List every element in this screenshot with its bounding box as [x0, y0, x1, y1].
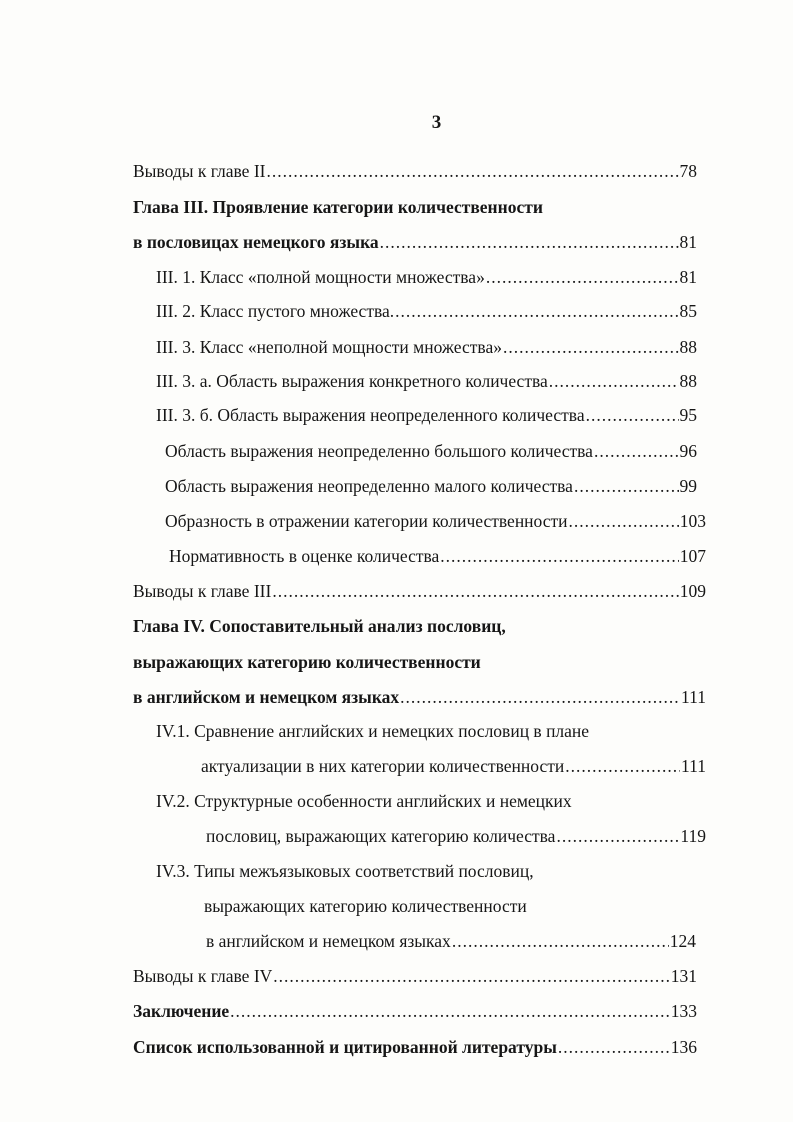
dot-leader	[574, 475, 679, 497]
toc-entry-s3-1	[156, 266, 697, 288]
toc-entry-title: Выводы к главе III	[133, 581, 272, 601]
dot-leader	[266, 160, 678, 182]
toc-entry-title: III. 3. а. Область выражения конкретного количества	[156, 371, 548, 391]
toc-entry-title: III. 3. Класс «неполной мощности множества»	[156, 337, 502, 357]
toc-entry-page: 136	[670, 1037, 697, 1057]
dot-leader	[503, 336, 679, 358]
toc-entry-title: Образность в отражении категории количественности	[165, 511, 568, 531]
toc-entry-s3-2	[156, 300, 697, 322]
s4-3-line3: в английском и немецком языках	[206, 931, 451, 951]
toc-entry-page: 133	[670, 1001, 697, 1021]
dot-leader	[230, 1000, 670, 1022]
toc-entry-page: 131	[670, 966, 697, 986]
chapter3-title-line1: Глава III. Проявление категории количественности	[133, 197, 543, 217]
toc-entry-page: 111	[681, 756, 706, 776]
toc-entry-title: III. 1. Класс «полной мощности множества»	[156, 267, 485, 287]
toc-entry-page: 88	[679, 371, 697, 391]
chapter4-title-line2: выражающих категорию количественности	[133, 652, 481, 672]
dot-leader	[452, 930, 669, 952]
dot-leader	[556, 825, 679, 847]
s4-3-line1: IV.3. Типы межъязыковых соответствий пословиц,	[156, 861, 534, 881]
toc-entry-title: III. 3. б. Область выражения неопределенного количества	[156, 405, 585, 425]
dot-leader	[549, 370, 679, 392]
toc-entry-page: 111	[681, 687, 706, 707]
page-number: 3	[431, 112, 442, 133]
toc-entry-sub-small	[165, 475, 697, 497]
dot-leader	[273, 965, 669, 987]
toc-entry-page: 124	[669, 931, 696, 951]
dot-leader	[380, 231, 679, 253]
dot-leader	[558, 1036, 670, 1058]
toc-entry-title: Выводы к главе IV	[133, 966, 273, 986]
toc-entry-page: 103	[679, 511, 706, 531]
dot-leader	[594, 440, 679, 462]
chapter4-title-line3: в английском и немецком языках	[133, 687, 400, 707]
toc-entry-bibliography	[133, 1036, 697, 1058]
toc-entry-s4-3	[206, 930, 696, 952]
s4-2-line1: IV.2. Структурные особенности английских и немецких	[156, 791, 572, 811]
dot-leader	[440, 545, 678, 567]
toc-entry-s4-2	[206, 825, 706, 847]
dot-leader	[395, 300, 678, 322]
toc-entry-s4-1	[201, 755, 706, 777]
toc-entry-page: 96	[679, 441, 697, 461]
dot-leader	[400, 686, 680, 708]
toc-entry-page: 109	[679, 581, 706, 601]
dot-leader	[569, 510, 679, 532]
toc-entry-page: 81	[679, 267, 697, 287]
dot-leader	[272, 580, 678, 602]
toc-entry-page: 85	[679, 301, 697, 321]
toc-entry-chapter4	[133, 686, 706, 708]
toc-entry-page: 78	[679, 161, 697, 181]
toc-entry-page: 119	[680, 826, 706, 846]
dot-leader	[565, 755, 680, 777]
toc-entry-page: 95	[679, 405, 697, 425]
toc-entry-sub-normative	[169, 545, 706, 567]
toc-entry-chapter3	[133, 231, 697, 253]
s4-2-line2: пословиц, выражающих категорию количества	[206, 826, 556, 846]
s4-1-line2: актуализации в них категории количественности	[201, 756, 565, 776]
toc-entry-s3-3a	[156, 370, 697, 392]
toc-entry-title: Область выражения неопределенно малого количества	[165, 476, 573, 496]
toc-entry-page: 107	[679, 546, 706, 566]
toc-entry-title: Нормативность в оценке количества	[169, 546, 440, 566]
toc-entry-s3-3	[156, 336, 697, 358]
toc-entry-conclusion	[133, 1000, 697, 1022]
toc-entry-title: Область выражения неопределенно большого количества	[165, 441, 593, 461]
toc-entry-conclusions-ch3	[133, 580, 706, 602]
toc-entry-title: Список использованной и цитированной литературы	[133, 1037, 557, 1057]
toc-entry-conclusions-ch2	[133, 160, 697, 182]
toc-entry-title: Выводы к главе II	[133, 161, 266, 181]
toc-entry-s3-3b	[156, 404, 697, 426]
toc-entry-page: 88	[679, 337, 697, 357]
chapter3-title-line2: в пословицах немецкого языка	[133, 232, 379, 252]
toc-entry-sub-large	[165, 440, 697, 462]
toc-entry-sub-figurative	[165, 510, 706, 532]
s4-3-line2: выражающих категорию количественности	[204, 896, 527, 916]
toc-entry-page: 99	[679, 476, 697, 496]
toc-entry-title: III. 2. Класс пустого множества.	[156, 301, 395, 321]
dot-leader	[586, 404, 679, 426]
toc-entry-conclusions-ch4	[133, 965, 697, 987]
chapter4-title-line1: Глава IV. Сопоставительный анализ пословиц,	[133, 616, 506, 636]
dot-leader	[486, 266, 679, 288]
toc-entry-page: 81	[679, 232, 697, 252]
s4-1-line1: IV.1. Сравнение английских и немецких пословиц в плане	[156, 721, 590, 741]
toc-entry-title: Заключение	[133, 1001, 230, 1021]
